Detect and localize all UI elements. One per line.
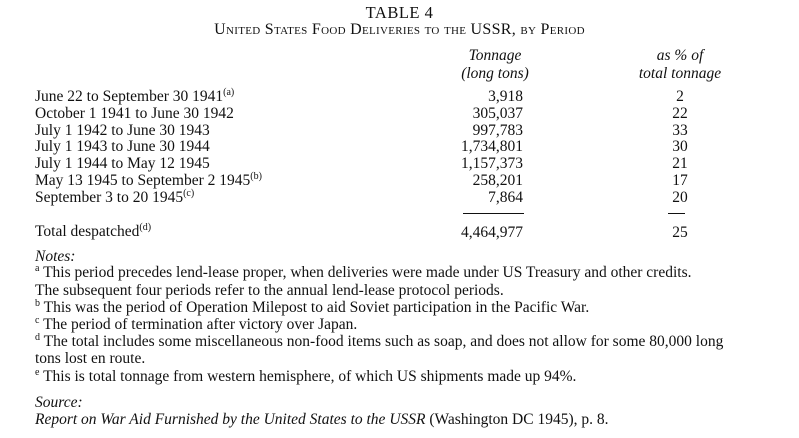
period-label: July 1 1942 to June 30 1943 <box>35 122 210 139</box>
percent-value: 30 <box>672 138 688 155</box>
period-label: May 13 1945 to September 2 1945$^{(b)}$ <box>35 171 262 189</box>
table-title: TABLE 4 <box>365 3 434 22</box>
tonnage-value: 3,918 <box>488 88 523 105</box>
period-label: July 1 1944 to May 12 1945 <box>35 155 210 172</box>
tonnage-header: Tonnage <box>468 47 522 64</box>
total-percent: 25 <box>672 224 688 241</box>
total-tonnage: 4,464,977 <box>461 224 523 241</box>
source-citation <box>35 412 609 428</box>
percent-header-sub: total tonnage <box>638 65 722 82</box>
tonnage-value: 305,037 <box>472 105 523 122</box>
period-label: September 3 to 20 1945$^{(c)}$ <box>35 188 195 206</box>
percent-value: 21 <box>672 155 688 172</box>
percent-header: as % of <box>656 47 704 64</box>
percent-value: 17 <box>672 172 688 189</box>
total-rule-percent <box>668 213 685 214</box>
source-title: Report on War Aid Furnished by the United States to the USSR <box>35 411 426 428</box>
total-label: Total despatched$^{(d)}$ <box>35 222 152 240</box>
percent-value: 2 <box>676 88 684 105</box>
period-label: July 1 1943 to June 30 1944 <box>35 138 210 155</box>
note-d: $^d$ The total includes some miscellaneous non-food items such as soap, and does not allow for some 80,000 long <box>35 332 724 350</box>
source-heading: Source: <box>35 394 83 411</box>
table-subtitle: United States Food Deliveries to the USSR, by Period <box>214 21 585 38</box>
percent-value: 22 <box>672 105 688 122</box>
percent-value: 20 <box>672 189 688 206</box>
total-rule-tonnage <box>463 213 524 214</box>
note-e: $^e$ This is total tonnage from western hemisphere, of which US shipments made up 94%. <box>35 367 577 385</box>
tonnage-value: 7,864 <box>488 189 523 206</box>
period-label: October 1 1941 to June 30 1942 <box>35 105 234 122</box>
tonnage-units-header: (long tons) <box>461 65 529 82</box>
percent-value: 33 <box>672 122 688 139</box>
note-c: $^c$ The period of termination after victory over Japan. <box>35 315 358 333</box>
note-d-cont: tons lost en route. <box>35 350 146 367</box>
tonnage-value: 258,201 <box>472 172 523 189</box>
note-a: $^a$ This period precedes lend-lease proper, when deliveries were made under US Treasury and other credits. <box>35 263 692 281</box>
tonnage-value: 997,783 <box>472 122 523 139</box>
note-b: $^b$ This was the period of Operation Milepost to aid Soviet participation in the Pacific War. <box>35 298 590 316</box>
tonnage-value: 1,157,373 <box>461 155 523 172</box>
source-details: (Washington DC 1945), p. 8. <box>425 411 609 428</box>
tonnage-value: 1,734,801 <box>461 138 523 155</box>
note-a-cont: The subsequent four periods refer to the annual lend-lease protocol periods. <box>35 282 504 299</box>
period-label: June 22 to September 30 1941$^{(a)}$ <box>35 87 235 105</box>
notes-heading: Notes: <box>35 248 76 265</box>
